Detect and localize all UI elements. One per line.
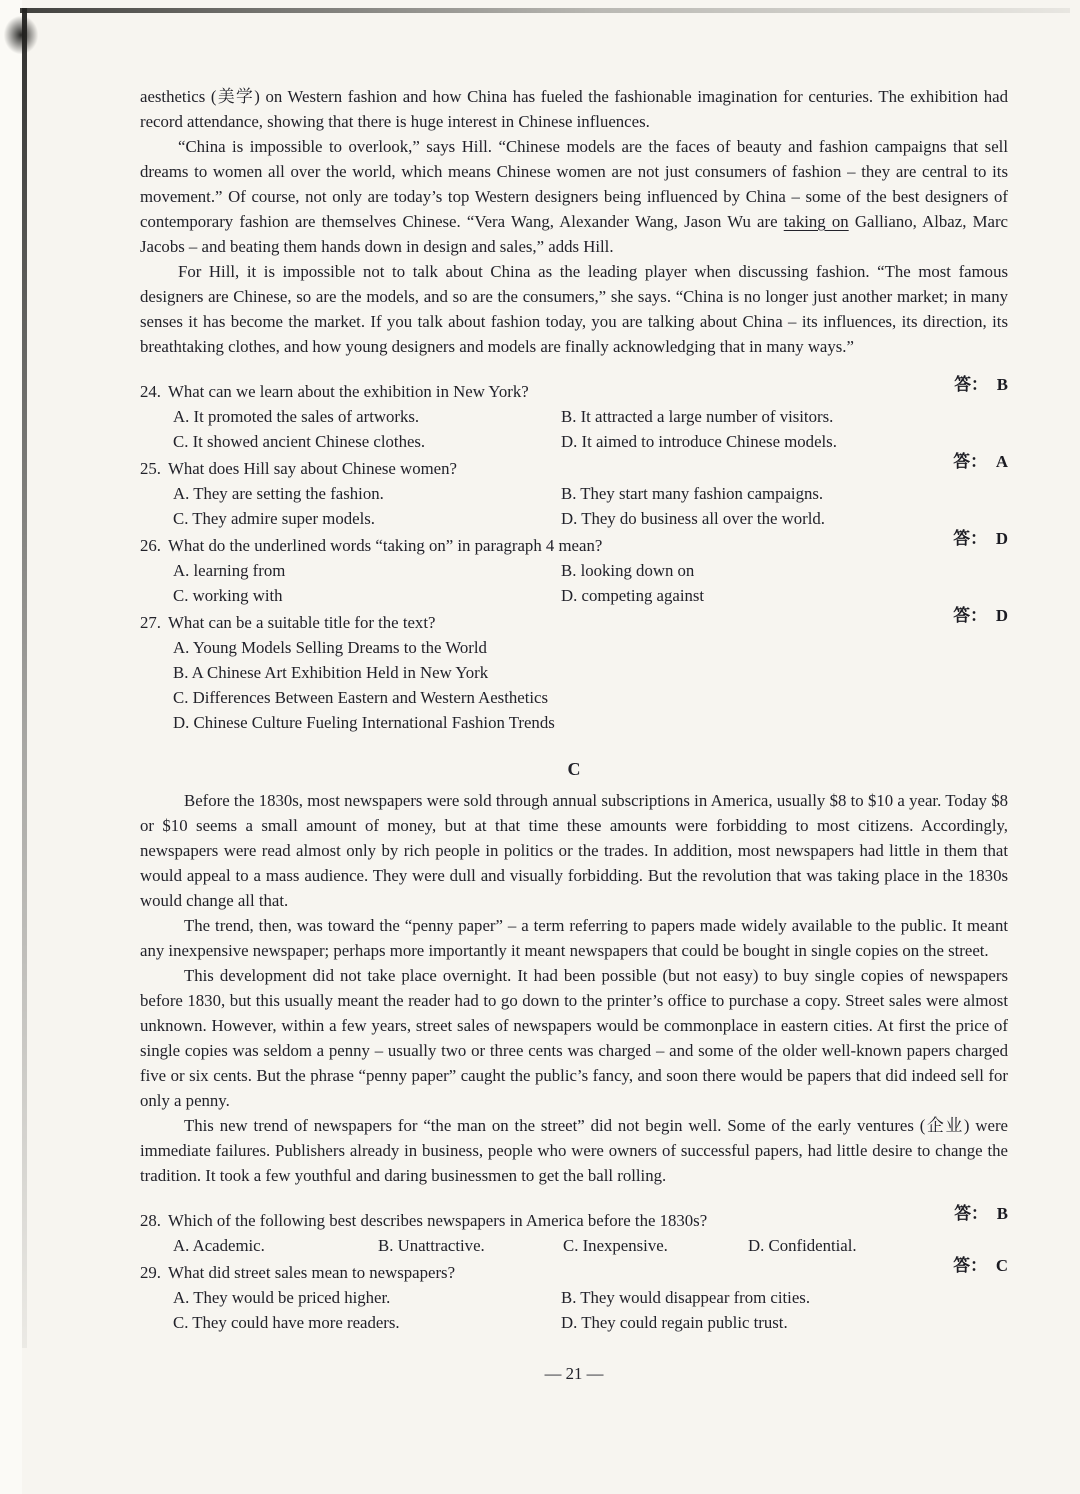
question-line [140,606,1008,635]
option-c: C. They admire super models. [173,509,375,528]
option-b: B. They would disappear from cities. [561,1288,811,1307]
questions-28-29 [140,1204,1008,1335]
option-c: C. working with [173,586,283,605]
question-number: 29. [140,1263,161,1282]
answer-prefix: 答： [954,375,988,394]
passage-b [140,84,1008,359]
question-line [140,452,1008,481]
option-a: A. They would be priced higher. [173,1288,391,1307]
page-content [140,84,1008,1386]
option-d: D. They could regain public trust. [561,1313,788,1332]
paragraph-text: Galliano, Albaz, Marc Jacobs – and beating them hands down in design and sales,” adds Hill. [140,212,1008,256]
question-27 [140,606,1008,735]
answer-letter: B [996,1204,1008,1223]
scan-top-edge-artifact [20,8,1070,13]
passage-paragraph-2 [140,134,1008,259]
paragraph-text: “China is impossible to overlook,” says Hill. “Chinese models are the faces of beauty and fashion campaigns that sell dreams to women all over the world, which means Chinese women are not just consumers of fashion – they are central to its movement.” Of course, not only are today’s top Western designers being influenced by China – some of the best designers of contemporary fashion are themselves Chinese. “Vera Wang, Alexander Wang, Jason Wu are [140,137,1008,231]
answer-letter: C [995,1256,1008,1275]
answer-prefix: 答： [953,606,987,625]
scan-left-edge-artifact [22,8,27,1348]
answer-mark [953,526,1008,551]
question-24 [140,375,1008,454]
question-text: What can we learn about the exhibition in New York? [167,382,529,401]
question-line [140,1256,1008,1285]
question-line [140,529,1008,558]
scan-corner-artifact [4,16,38,54]
question-text: What can be a suitable title for the text? [167,613,436,632]
options [140,1233,1008,1258]
question-number: 28. [140,1211,161,1230]
question-text: Which of the following best describes newspapers in America before the 1830s? [167,1211,708,1230]
page-number: — 21 — [544,1364,604,1383]
underlined-phrase: taking on [783,212,849,231]
option-b: B. It attracted a large number of visitors. [561,407,834,426]
question-line [140,1204,1008,1233]
scan-left-margin [0,0,22,1494]
question-26 [140,529,1008,608]
answer-prefix: 答： [953,452,987,471]
option-a: A. They are setting the fashion. [173,484,384,503]
answer-letter: D [995,529,1008,548]
options [140,635,1008,735]
passage-c-paragraph-3: This development did not take place overnight. It had been possible (but not easy) to buy single copies of newspapers before 1830, but this usually meant the reader had to go down to the printer’s office to purchase a copy. Street sales were almost unknown. However, within a few years, street sales of newspapers would be commonplace in eastern cities. At first the price of single copies was seldom a penny – usually two or three cents was charged – and some of the older well-known papers charged five or six cents. But the phrase “penny paper” caught the public’s fancy, and soon there would be papers that did indeed sell for only a penny. [140,966,1008,1110]
passage-c-paragraph-2: The trend, then, was toward the “penny paper” – a term referring to papers made widely available to the public. It meant any inexpensive newspaper; perhaps more importantly it meant newspapers that could be bought in single copies on the street. [140,916,1008,960]
answer-letter: A [995,452,1008,471]
options [140,558,1008,608]
answer-mark [953,1253,1008,1278]
option-d: D. They do business all over the world. [561,509,825,528]
option-c: C. Inexpensive. [563,1236,668,1255]
option-b: B. looking down on [561,561,695,580]
answer-mark [954,1201,1008,1226]
option-a: A. learning from [173,561,286,580]
question-number: 25. [140,459,161,478]
option-a: A. Young Models Selling Dreams to the World [173,638,487,657]
passage-c [140,757,1008,1188]
answer-mark [953,449,1008,474]
section-c-label: C [567,759,581,779]
option-b: B. A Chinese Art Exhibition Held in New York [173,663,489,682]
question-number: 26. [140,536,161,555]
answer-mark [954,372,1008,397]
option-c: C. Differences Between Eastern and Western Aesthetics [173,688,549,707]
questions-24-27 [140,375,1008,735]
question-29 [140,1256,1008,1335]
options [140,481,1008,531]
question-number: 24. [140,382,161,401]
passage-c-paragraph-4: This new trend of newspapers for “the man on the street” did not begin well. Some of the early ventures (企业) were immediate failures. Publishers already in business, people who were owners of successful papers, had little desire to change the tradition. It took a few youthful and daring businessmen to get the ball rolling. [140,1116,1008,1185]
passage-paragraph-3: For Hill, it is impossible not to talk about China as the leading player when discussing fashion. “The most famous designers are Chinese, so are the models, and so are the consumers,” she says. “China is no longer just another market; in many senses it has become the market. If you talk about fashion today, you are talking about China – its influences, its direction, its breathtaking clothes, and how young designers and models are finally acknowledging that in many ways.” [140,262,1008,356]
answer-prefix: 答： [953,529,987,548]
passage-paragraph-1: aesthetics (美学) on Western fashion and how China has fueled the fashionable imagination for centuries. The exhibition had record attendance, showing that there is huge interest in Chinese influences. [140,87,1008,131]
answer-letter: B [996,375,1008,394]
option-d: D. It aimed to introduce Chinese models. [561,432,837,451]
option-d: D. Chinese Culture Fueling International Fashion Trends [173,713,555,732]
passage-c-paragraph-1: Before the 1830s, most newspapers were sold through annual subscriptions in America, usually $8 to $10 a year. Today $8 or $10 seems a small amount of money, but at that time these amounts were forbidding to most citizens. Accordingly, newspapers were read almost only by rich people in politics or the trades. In addition, most newspapers had little in them that would appeal to a mass audience. They were dull and visually forbidding. But the revolution that was taking place in the 1830s would change all that. [140,791,1008,910]
option-c: C. It showed ancient Chinese clothes. [173,432,426,451]
question-text: What did street sales mean to newspapers? [167,1263,456,1282]
question-25 [140,452,1008,531]
option-c: C. They could have more readers. [173,1313,400,1332]
answer-prefix: 答： [953,1256,987,1275]
option-a: A. Academic. [173,1236,265,1255]
option-a: A. It promoted the sales of artworks. [173,407,420,426]
option-b: B. Unattractive. [378,1236,485,1255]
option-d: D. Confidential. [748,1236,857,1255]
answer-prefix: 答： [954,1204,988,1223]
question-line [140,375,1008,404]
question-text: What does Hill say about Chinese women? [167,459,457,478]
option-d: D. competing against [561,586,705,605]
options [140,1285,1008,1335]
question-28 [140,1204,1008,1258]
answer-letter: D [995,606,1008,625]
option-b: B. They start many fashion campaigns. [561,484,824,503]
options [140,404,1008,454]
answer-mark [953,603,1008,628]
question-number: 27. [140,613,161,632]
question-text: What do the underlined words “taking on” in paragraph 4 mean? [167,536,603,555]
